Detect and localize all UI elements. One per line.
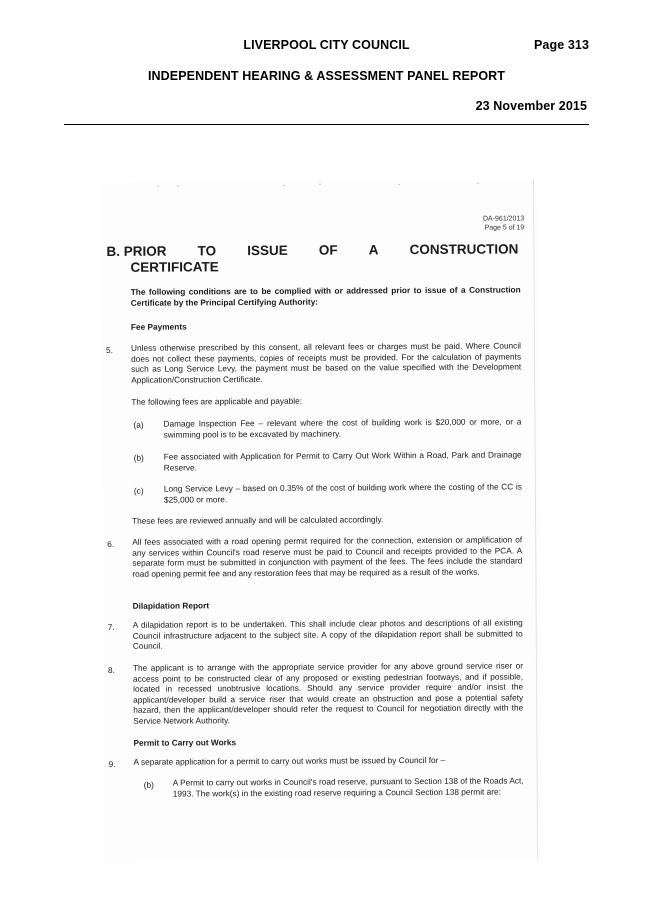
intro-paragraph: The following conditions are to be complied with or addressed prior to issue of a Construction Certificate by the Principal Certifying Authority: [130, 284, 521, 308]
section-title-word-4: OF [318, 242, 338, 258]
fee-label: (a) [133, 419, 144, 430]
section-title-word-5: A [368, 242, 379, 258]
scan-edge [533, 179, 538, 859]
heading-permit-to-carry-out-works: Permit to Carry out Works [133, 737, 237, 748]
condition-8: The applicant is to arrange with the appropriate service provider for any above ground service riser or access point to be constructed clear of any proposed or existing pedestrian footways, and if possible, located in recessed unobtrusive locations. Should any service provider require and/or insist the applicant/developer build a service riser that would create an obstruction and pose a potential safety hazard, then the applicant/developer should refer the request to Council for negotiation directly with the Service Network Authority. [132, 660, 524, 726]
page-of-pages: Page 5 of 19 [484, 224, 525, 232]
section-letter: B. [106, 243, 120, 259]
scan-speck [398, 184, 400, 185]
heading-fee-payments: Fee Payments [130, 321, 187, 332]
fees-intro: The following fees are applicable and payable: [131, 395, 303, 407]
header-rule [64, 124, 589, 125]
section-title-word-2: TO [197, 243, 217, 259]
condition-7: A dilapidation report is to be undertaken. This shall include clear photos and descriptions of all existing Council infrastructure adjacent to the subject site. A copy of the dilapidation report shall be submitted to Council. [132, 617, 523, 651]
scan-speck [477, 183, 479, 184]
fee-label: (b) [133, 452, 144, 463]
scan-speck [177, 186, 179, 187]
condition-number: 8. [107, 664, 115, 675]
scan-speck [283, 185, 285, 186]
fee-item: Damage Inspection Fee – relevant where the cost of building work is $20,000 or more, or a swimming pool is to be excavated by machinery. [163, 416, 522, 440]
scanned-page [100, 179, 542, 862]
fee-item: Long Service Levy – based on 0.35% of the cost of building work where the costing of the CC is $25,000 or more. [163, 481, 522, 505]
section-title-word-6: CONSTRUCTION [409, 241, 519, 258]
condition-number: 7. [107, 621, 115, 632]
condition-9b-label: (b) [143, 779, 154, 790]
section-title-word-3: ISSUE [247, 242, 288, 259]
council-name: LIVERPOOL CITY COUNCIL [243, 38, 410, 52]
condition-9: A separate application for a permit to carry out works must be issued by Council for – [133, 754, 446, 767]
fee-label: (c) [133, 485, 144, 496]
section-title-word-1: PRIOR [123, 243, 167, 259]
fees-review-note: These fees are reviewed annually and will be calculated accordingly. [132, 514, 384, 526]
section-title-line-2: CERTIFICATE [130, 259, 219, 275]
scan-speck [157, 186, 159, 187]
da-number: DA-961/2013 [482, 215, 525, 223]
condition-number: 5. [105, 344, 113, 355]
condition-6: All fees associated with a road opening permit required for the connection, extension or amplification of any services within Council's road reserve must be paid to Council and receipts provided to the PCA. A separate form must be submitted in conjunction with payment of the fees. The fees include the standard road opening permit fee and any restoration fees that may be required as a result of the works. [132, 534, 523, 579]
document-reference [483, 214, 524, 232]
condition-5: Unless otherwise prescribed by this consent, all relevant fees or charges must be paid. Where Council does not collect these payments, copies of receipts must be provided. For the calculation of payments such as Long Service Levy, the payment must be based on the value specified with the Development Application/Construction Certificate. [130, 340, 522, 385]
condition-number: 9. [108, 758, 116, 769]
report-title: INDEPENDENT HEARING & ASSESSMENT PANEL REPORT [147, 69, 506, 83]
section-title [106, 241, 518, 276]
report-date: 23 November 2015 [475, 99, 587, 113]
heading-dilapidation-report: Dilapidation Report [132, 600, 210, 611]
condition-number: 6. [107, 538, 115, 549]
section-title-word [106, 244, 166, 260]
fee-item: Fee associated with Application for Permit to Carry Out Work Within a Road, Park and Drainage Reserve. [163, 449, 522, 473]
page-number: Page 313 [534, 38, 590, 52]
scan-speck [319, 184, 321, 185]
condition-9b: A Permit to carry out works in Council's road reserve, pursuant to Section 138 of the Roads Act, 1993. The work(s) in the existing road reserve requiring a Council Section 138 permit are: [172, 775, 524, 799]
